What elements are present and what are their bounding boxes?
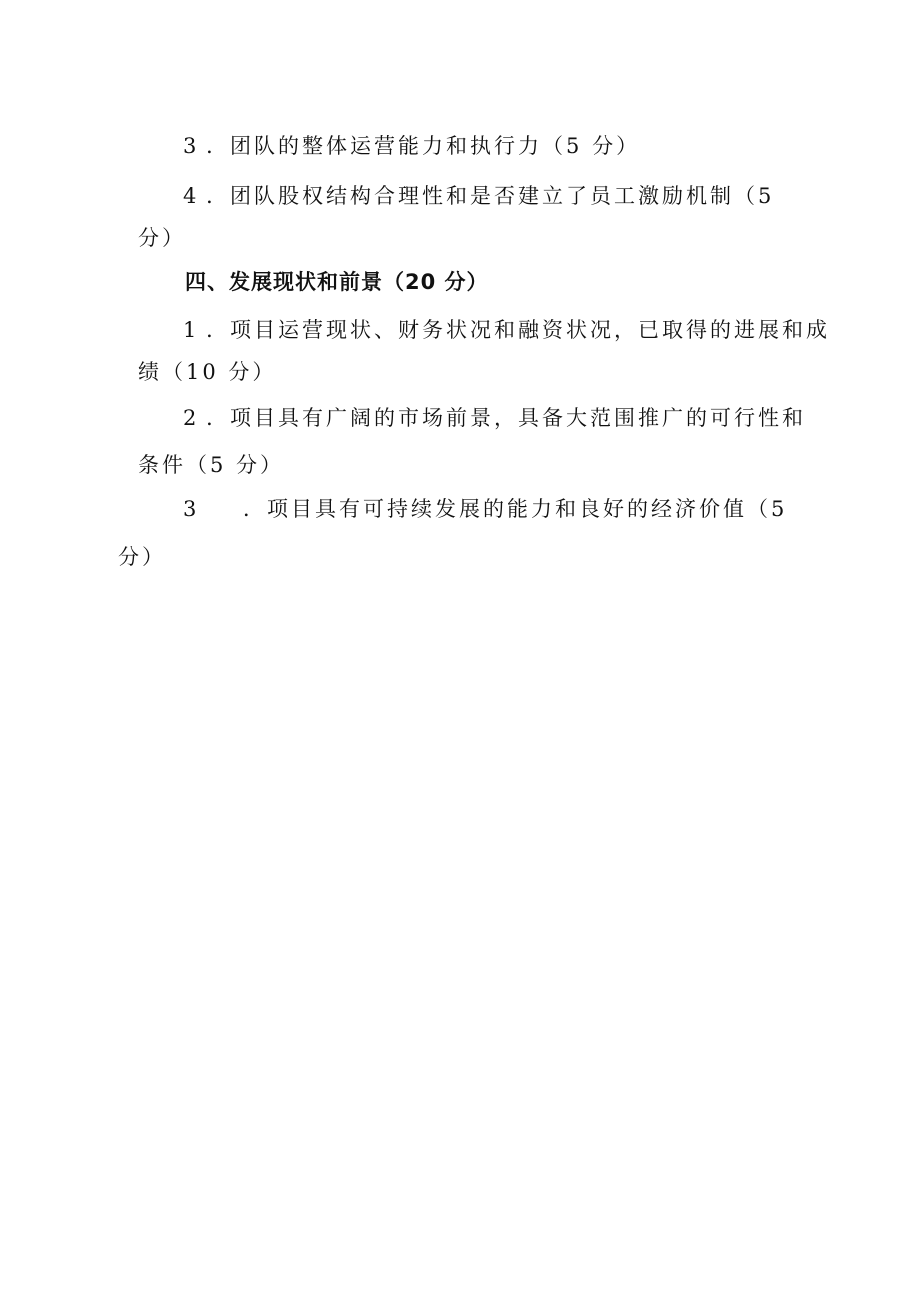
item-number: 3 bbox=[183, 497, 197, 521]
section-item-2 bbox=[183, 404, 806, 432]
item-number: 1 bbox=[183, 318, 197, 342]
criterion-item-4 bbox=[183, 182, 774, 210]
section-item-3-continuation bbox=[118, 543, 166, 571]
item-text: ．项目运营现状、财务状况和融资状况，已取得的进展和成 bbox=[206, 318, 831, 342]
section-item-2-continuation bbox=[138, 451, 284, 479]
item-continuation: 绩（10 分） bbox=[138, 360, 277, 384]
item-text: ．项目具有广阔的市场前景，具备大范围推广的可行性和 bbox=[206, 406, 807, 430]
criterion-item-4-continuation bbox=[138, 224, 186, 252]
item-text: ．项目具有可持续发展的能力和良好的经济价值（5 bbox=[243, 497, 788, 521]
criterion-item-3 bbox=[183, 132, 640, 160]
item-text: ．团队的整体运营能力和执行力（5 分） bbox=[206, 134, 641, 158]
item-continuation: 条件（5 分） bbox=[138, 453, 285, 477]
section-item-1-continuation bbox=[138, 358, 276, 386]
item-number: 3 bbox=[183, 134, 197, 158]
item-continuation: 分） bbox=[118, 545, 166, 569]
section-item-3 bbox=[183, 495, 787, 523]
item-number: 4 bbox=[183, 184, 197, 208]
item-number: 2 bbox=[183, 406, 197, 430]
item-text: ．团队股权结构合理性和是否建立了员工激励机制（5 bbox=[206, 184, 775, 208]
item-continuation: 分） bbox=[138, 226, 186, 250]
section-item-1 bbox=[183, 316, 830, 344]
section-heading: 四、发展现状和前景（20 分） bbox=[185, 270, 489, 294]
